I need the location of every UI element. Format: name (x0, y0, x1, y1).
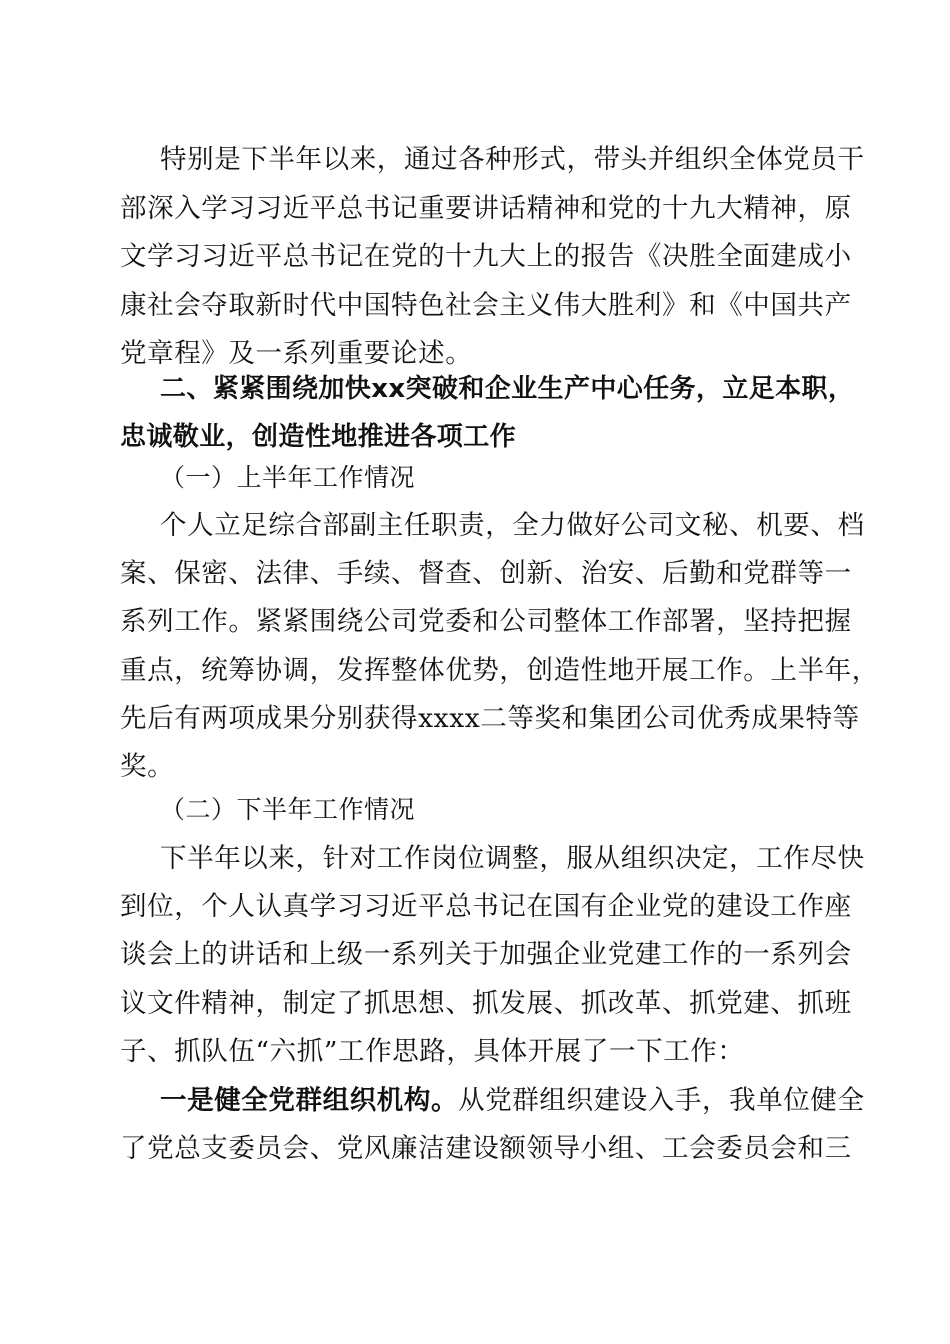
paragraph-second-half-line-3: 谈会上的讲话和上级一系列关于加强企业党建工作的一系列会 (120, 939, 852, 970)
item-1-line-1-rest: 从党群组织建设入手，我单位健全 (458, 1085, 865, 1116)
paragraph-first-half-line-6: 奖。 (120, 751, 175, 782)
paragraph-1-line-5: 党章程》及一系列重要论述。 (120, 338, 473, 369)
item-1-line-1 (120, 1084, 865, 1118)
paragraph-1-line-4: 康社会夺取新时代中国特色社会主义伟大胜利》和《中国共产 (120, 290, 852, 321)
paragraph-first-half-line-2: 案、保密、法律、手续、督查、创新、治安、后勤和党群等一 (120, 558, 852, 589)
paragraph-second-half-line-1: 下半年以来，针对工作岗位调整，服从组织决定，工作尽快 (160, 843, 865, 874)
paragraph-first-half-line-5: 先后有两项成果分别获得xxxx二等奖和集团公司优秀成果特等 (120, 703, 860, 734)
item-1-lead: 一是健全党群组织机构。 (160, 1085, 459, 1116)
paragraph-second-half-line-2: 到位，个人认真学习习近平总书记在国有企业党的建设工作座 (120, 891, 852, 922)
section-2-heading-line-2: 忠诚敬业，创造性地推进各项工作 (120, 422, 517, 452)
paragraph-1-line-1: 特别是下半年以来，通过各种形式，带头并组织全体党员干 (160, 144, 865, 175)
paragraph-first-half-line-3: 系列工作。紧紧围绕公司党委和公司整体工作部署，坚持把握 (120, 606, 852, 637)
paragraph-1-line-3: 文学习习近平总书记在党的十九大上的报告《决胜全面建成小 (120, 241, 852, 272)
paragraph-1-line-2: 部深入学习习近平总书记重要讲话精神和党的十九大精神，原 (120, 193, 852, 224)
paragraph-first-half-line-4: 重点，统筹协调，发挥整体优势，创造性地开展工作。上半年， (120, 655, 879, 686)
paragraph-second-half-line-4: 议文件精神，制定了抓思想、抓发展、抓改革、抓党建、抓班 (120, 988, 852, 1019)
subheading-second-half: （二）下半年工作情况 (160, 795, 416, 824)
item-1-line-2: 了党总支委员会、党风廉洁建设额领导小组、工会委员会和三 (120, 1133, 852, 1164)
subheading-first-half: （一）上半年工作情况 (160, 463, 416, 492)
section-2-heading-line-1: 二、紧紧围绕加快xx突破和企业生产中心任务，立足本职， (160, 374, 855, 404)
paragraph-first-half-line-1: 个人立足综合部副主任职责，全力做好公司文秘、机要、档 (160, 510, 865, 541)
paragraph-second-half-line-5: 子、抓队伍“六抓”工作思路，具体开展了一下工作： (120, 1036, 745, 1067)
